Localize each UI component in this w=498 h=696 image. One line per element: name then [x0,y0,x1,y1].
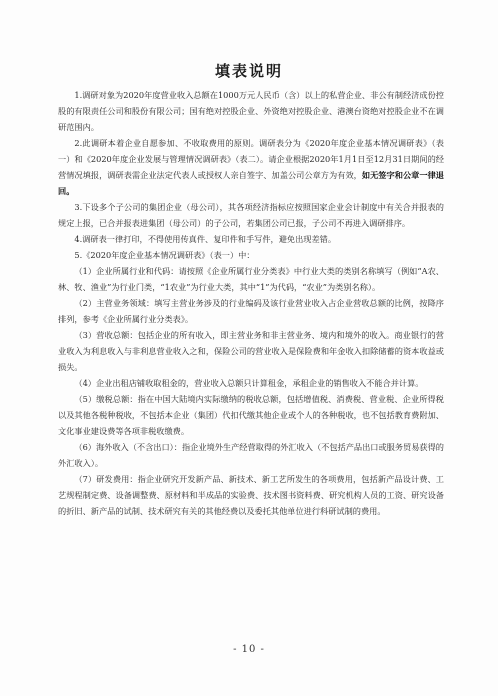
paragraph-2: 2.此调研本着企业自愿参加、不收取费用的原则。调研表分为《2020年度企业基本情况调研表》（表一）和《2020年度企业发展与管理情况调研表》（表二）。请企业根据2020年1月1日至12月31日期间的经营情况填报，调研表需企业法定代表人或授权人亲自签字、加盖公司公章方为有效，如无签字和公章一律退回。 [58,138,444,196]
paragraph-5-1: （1）企业所属行业和代码：请按照《企业所属行业分类表》中行业大类的类别名称填写（例如“A农、林、牧、渔业”为行业门类，“1农业”为行业大类，其中“1”为代码，“农业”为类别名称）。 [58,266,444,292]
paragraph-4: 4.调研表一律打印，不得使用传真件、复印件和手写件，避免出现差错。 [74,234,337,244]
paragraph-5-4: （4）企业出租店铺收取租金的，营业收入总额只计算租金，承租企业的销售收入不能合并计算。 [74,378,424,388]
paragraph-5: 5.《2020年度企业基本情况调研表》（表一）中： [74,250,255,260]
page-number: - 10 - [233,644,265,655]
paragraph-5-2: （2）主营业务领域：填写主营业务涉及的行业编码及该行业营业收入占企业营收总额的比例，按降序排列，参考《企业所属行业分类表》。 [58,298,444,324]
paragraph-5-5: （5）缴税总额：指在中国大陆境内实际缴纳的税收总额，包括增值税、消费税、营业税、企业所得税以及其他各税种税收，不包括本企业（集团）代扣代缴其他企业或个人的各种税收，也不包括教育费附加、文化事业建设费等各项非税收缴费。 [58,394,444,436]
paragraph-5-7: （7）研发费用：指企业研究开发新产品、新技术、新工艺所发生的各项费用，包括新产品设计费、工艺规程制定费、设备调整费、原材料和半成品的实验费、技术图书资料费、研究机构人员的工资、研究设备的折旧、新产品的试制、技术研究有关的其他经费以及委托其他单位进行科研试制的费用。 [58,474,444,516]
instructions-body [58,87,444,519]
page-title: 填表说明 [214,62,283,80]
paragraph-5-6: （6）海外收入（不含出口）：指企业境外生产经营取得的外汇收入（不包括产品出口或服务贸易获得的外汇收入）。 [58,442,444,468]
paragraph-1: 1.调研对象为2020年度营业收入总额在1000万元人民币（含）以上的私营企业、非公有制经济成份控股的有限责任公司和股份有限公司；国有绝对控股企业、外资绝对控股企业、港澳台资绝对控股企业不在调研范围内。 [58,90,444,132]
bold-warning: 如无签字和公章一律退回。 [58,170,444,196]
paragraph-3: 3.下设多个子公司的集团企业（母公司），其各项经济指标应按照国家企业会计制度中有关合并报表的规定上报，已合并报表进集团（母公司）的子公司，若集团公司已报，子公司不再进入调研排序。 [58,202,444,228]
paragraph-5-3: （3）营收总额：包括企业的所有收入，即主营业务和非主营业务、境内和境外的收入。商业银行的营业收入为利息收入与非利息营业收入之和，保险公司的营业收入是保险费和年金收入扣除储蓄的资本收益或损失。 [58,330,444,372]
